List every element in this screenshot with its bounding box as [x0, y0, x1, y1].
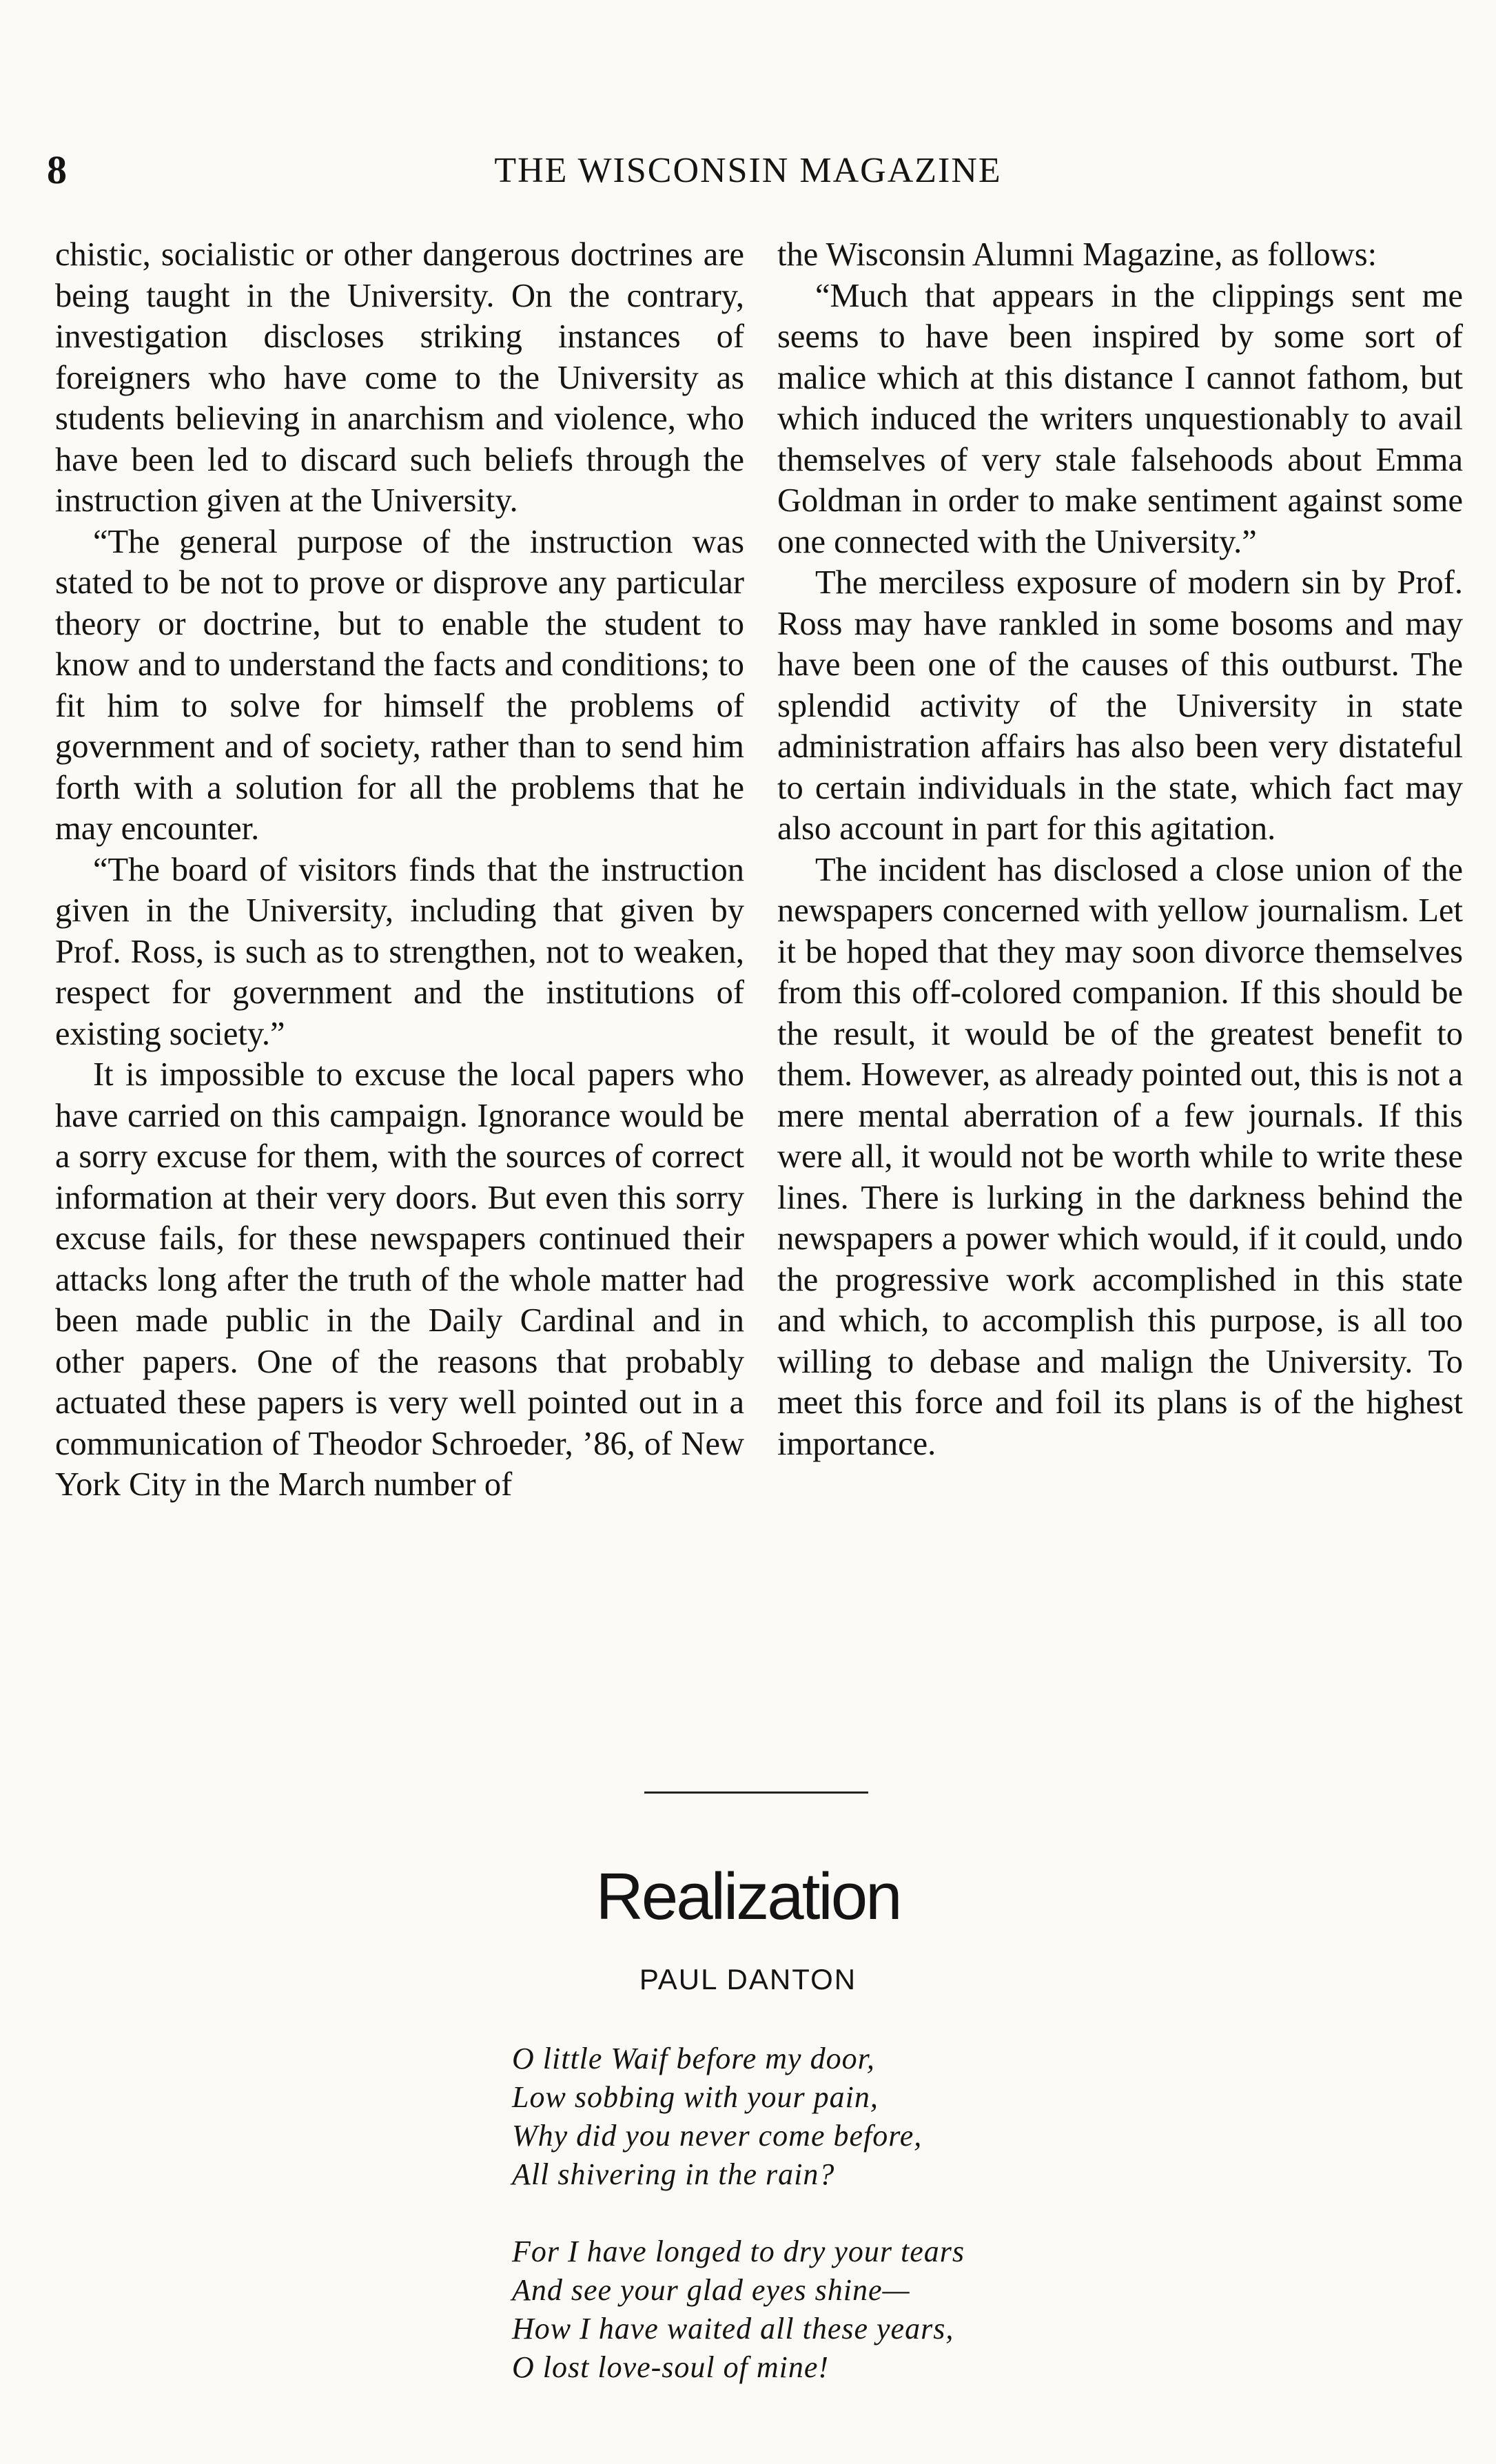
paragraph: chistic, socialistic or other dangerous doctrines are being taught in the University. On the contrary, investigation discloses striking instances of foreigners who have come to the University as students believing in anarchism and violence, who have been led to discard such beliefs through the instruction given at the University.: [55, 236, 744, 519]
left-column: [55, 234, 744, 1506]
poem-line: For I have longed to dry your tears: [512, 2235, 965, 2268]
poem-stanza: [512, 2232, 965, 2387]
poem-stanza: [512, 2040, 965, 2194]
poem-line: Why did you never come before,: [512, 2119, 923, 2153]
paragraph: the Wisconsin Alumni Magazine, as follows:: [777, 236, 1377, 273]
poem-line: And see your glad eyes shine—: [512, 2273, 910, 2307]
poem-line: All shivering in the rain?: [512, 2157, 835, 2191]
poem-author: PAUL DANTON: [639, 1963, 857, 1995]
poem-line: O little Waif before my door,: [512, 2042, 875, 2075]
paragraph: It is impossible to excuse the local papers who have carried on this campaign. Ignorance would be a sorry excuse for them, with the sources of correct information at their very doors. But even this sorry excuse fails, for these newspapers continued their attacks long after the truth of the whole matter had been made public in the Daily Cardinal and in other papers. One of the reasons that probably actuated these papers is very well pointed out in a communication of Theodor Schroeder, ’86, of New York City in the March number of: [55, 1056, 744, 1503]
paragraph: “The board of visitors finds that the instruction given in the University, including that given by Prof. Ross, is such as to strengthen, not to weaken, respect for government and the institutions of existing society.”: [55, 851, 744, 1052]
poem-body: [512, 2040, 965, 2425]
page-number: 8: [47, 147, 67, 192]
right-column: [777, 234, 1463, 1464]
paragraph: “The general purpose of the instruction was stated to be not to prove or disprove any particular theory or doctrine, but to enable the student to know and to understand the facts and conditions; to fit him to solve for himself the problems of government and of society, rather than to send him forth with a solution for all the problems that he may encounter.: [55, 523, 744, 847]
paragraph: “Much that appears in the clippings sent me seems to have been inspired by some sort of malice which at this distance I cannot fathom, but which induced the writers unquestionably to avail themselves of very stale falsehoods about Emma Goldman in order to make sentiment against some one connected with the University.”: [777, 277, 1463, 560]
running-title: THE WISCONSIN MAGAZINE: [494, 151, 1002, 190]
poem-line: How I have waited all these years,: [512, 2312, 954, 2345]
section-divider: [644, 1791, 868, 1794]
poem-line: O lost love-soul of mine!: [512, 2350, 830, 2384]
poem-title: Realization: [595, 1860, 901, 1933]
poem-line: Low sobbing with your pain,: [512, 2080, 879, 2114]
paragraph: The merciless exposure of modern sin by Prof. Ross may have rankled in some bosoms and may have been one of the causes of this outburst. The splendid activity of the University in state administration affairs has also been very distateful to certain individuals in the state, which fact may also account in part for this agitation.: [777, 564, 1463, 847]
paragraph: The incident has disclosed a close union of the newspapers concerned with yellow journalism. Let it be hoped that they may soon divorce themselves from this off-colored companion. If this should be the result, it would be of the greatest benefit to them. However, as already pointed out, this is not a mere mental aberration of a few journals. If this were all, it would not be worth while to write these lines. There is lurking in the darkness behind the newspapers a power which would, if it could, undo the progressive work accomplished in this state and which, to accomplish this purpose, is all too willing to debase and malign the University. To meet this force and foil its plans is of the highest importance.: [777, 851, 1463, 1462]
